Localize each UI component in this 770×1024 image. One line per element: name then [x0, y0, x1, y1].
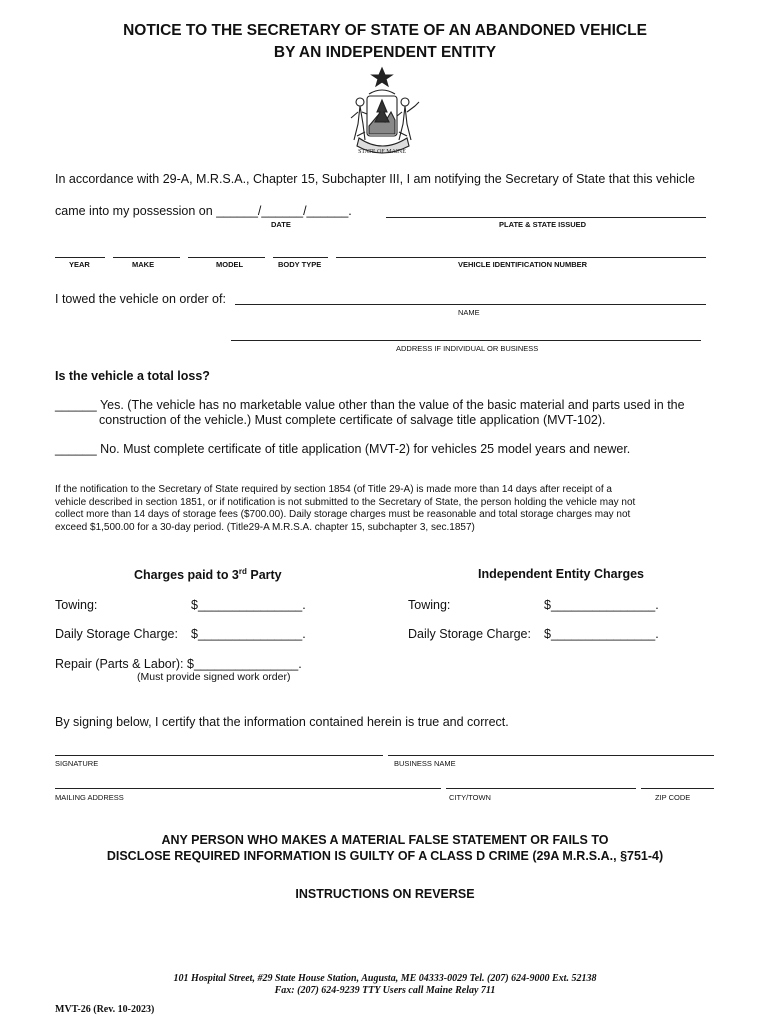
city-town-field[interactable] — [446, 788, 636, 789]
body-type-label: BODY TYPE — [278, 260, 322, 269]
total-loss-no-option[interactable]: ______ No. Must complete certificate of title application (MVT-2) for vehicles 25 model years and newer. — [55, 442, 631, 456]
notice-line: collect more than 14 days of storage fees ($700.00). Daily storage charges must be reasonable and total storage charges may not — [55, 509, 631, 521]
plate-state-field[interactable] — [386, 217, 706, 218]
certify-statement: By signing below, I certify that the information contained herein is true and correct. — [55, 715, 509, 729]
body-type-field[interactable] — [273, 257, 328, 258]
independent-towing-label: Towing: — [408, 598, 451, 612]
third-party-towing-field[interactable]: $_______________. — [191, 598, 306, 612]
maine-seal-logo — [339, 66, 425, 162]
total-loss-yes-option[interactable]: ______ Yes. (The vehicle has no marketable value other than the value of the basic material and parts used in the — [55, 398, 685, 412]
third-party-charges-heading: Charges paid to 3rd Party — [134, 567, 282, 583]
third-party-storage-label: Daily Storage Charge: — [55, 627, 178, 641]
storage-notice-paragraph — [55, 484, 635, 534]
date-label: DATE — [271, 220, 291, 229]
total-loss-question: Is the vehicle a total loss? — [55, 369, 210, 383]
business-name-label: BUSINESS NAME — [394, 759, 456, 768]
address-label: ADDRESS IF INDIVIDUAL OR BUSINESS — [396, 344, 539, 353]
footer-address-line-2: Fax: (207) 624-9239 TTY Users call Maine Relay 711 — [274, 985, 496, 996]
signature-field[interactable] — [55, 755, 383, 756]
zip-code-label: ZIP CODE — [655, 793, 691, 802]
total-loss-yes-text-cont: construction of the vehicle.) Must complete certificate of salvage title application (MVT-102). — [99, 413, 606, 427]
notice-line: If the notification to the Secretary of State required by section 1854 (of Title 29-A) is made more than 14 days after receipt of a — [55, 484, 612, 495]
independent-towing-field[interactable]: $_______________. — [544, 598, 659, 612]
year-label: YEAR — [69, 260, 90, 269]
third-party-towing-label: Towing: — [55, 598, 98, 612]
plate-state-label: PLATE & STATE ISSUED — [499, 220, 587, 229]
independent-storage-field[interactable]: $_______________. — [544, 627, 659, 641]
city-town-label: CITY/TOWN — [449, 793, 491, 802]
zip-code-field[interactable] — [641, 788, 714, 789]
seal-banner-text: STATE OF MAINE — [358, 149, 406, 155]
vin-label: VEHICLE IDENTIFICATION NUMBER — [458, 260, 588, 269]
independent-charges-heading: Independent Entity Charges — [478, 567, 644, 581]
third-party-storage-field[interactable]: $_______________. — [191, 627, 306, 641]
notice-line: exceed $1,500.00 for a 30-day period. (Title29-A M.R.S.A. chapter 15, subchapter 3, sec.1857) — [55, 521, 475, 533]
year-field[interactable] — [55, 257, 105, 258]
signature-label: SIGNATURE — [55, 759, 99, 768]
footer-address-line-1: 101 Hospital Street, #29 State House Station, Augusta, ME 04333-0029 Tel. (207) 624-9000 Ext. 52138 — [173, 973, 597, 984]
make-label: MAKE — [132, 260, 155, 269]
possession-date-field[interactable]: came into my possession on ______/______/______. — [55, 204, 352, 218]
model-label: MODEL — [216, 260, 244, 269]
notice-line: vehicle described in section 1851, or if notification is not submitted to the Secretary of State, the person holding the vehicle may not — [55, 496, 636, 508]
warning-line-1: ANY PERSON WHO MAKES A MATERIAL FALSE STATEMENT OR FAILS TO — [161, 833, 609, 847]
intro-line-1: In accordance with 29-A, M.R.S.A., Chapter 15, Subchapter III, I am notifying the Secretary of State that this vehicle — [55, 172, 695, 186]
independent-storage-label: Daily Storage Charge: — [408, 627, 531, 641]
vin-field[interactable] — [336, 257, 706, 258]
mailing-address-label: MAILING ADDRESS — [55, 793, 124, 802]
repair-note: (Must provide signed work order) — [137, 671, 291, 683]
business-name-field[interactable] — [388, 755, 714, 756]
repair-charge-field[interactable]: Repair (Parts & Labor): $_______________. — [55, 657, 302, 671]
warning-line-2: DISCLOSE REQUIRED INFORMATION IS GUILTY OF A CLASS D CRIME (29A M.R.S.A., §751-4) — [106, 849, 664, 863]
form-title-line1: NOTICE TO THE SECRETARY OF STATE OF AN ABANDONED VEHICLE — [123, 22, 647, 39]
mailing-address-field[interactable] — [55, 788, 441, 789]
make-field[interactable] — [113, 257, 180, 258]
towed-order-text: I towed the vehicle on order of: — [55, 292, 226, 306]
model-field[interactable] — [188, 257, 265, 258]
towed-address-field[interactable] — [231, 340, 701, 341]
form-id: MVT-26 (Rev. 10-2023) — [55, 1004, 155, 1015]
towed-name-field[interactable] — [235, 304, 706, 305]
form-title-line2: BY AN INDEPENDENT ENTITY — [273, 44, 497, 61]
instructions-on-reverse: INSTRUCTIONS ON REVERSE — [295, 887, 475, 901]
name-label: NAME — [458, 308, 480, 317]
